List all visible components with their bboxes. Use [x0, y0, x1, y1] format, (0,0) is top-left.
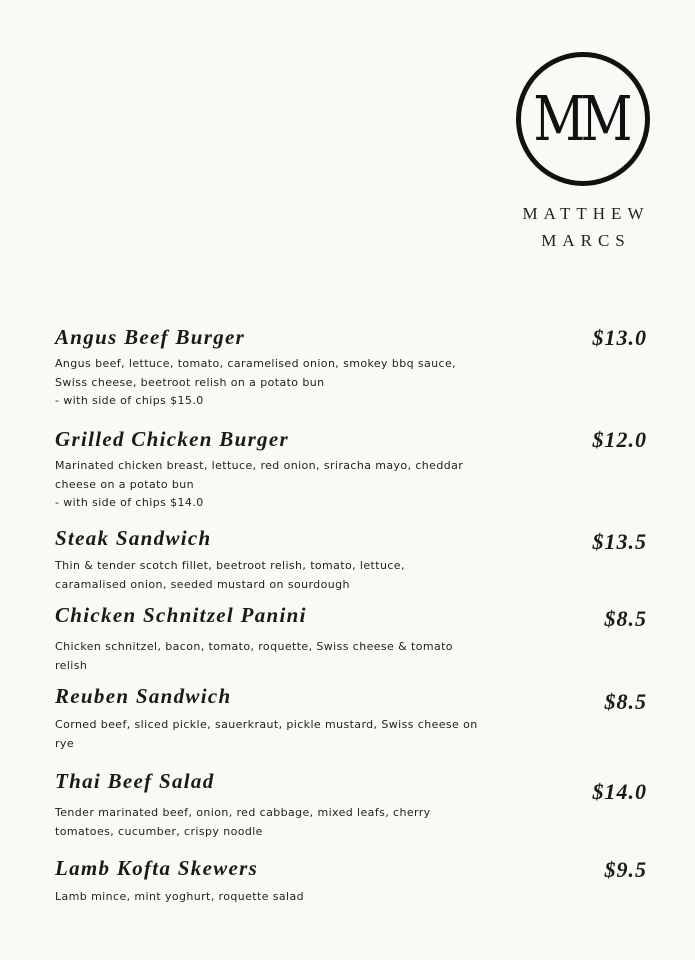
menu-item-description: Chicken schnitzel, bacon, tomato, roquette, Swiss cheese & tomato relish	[55, 640, 453, 672]
logo-monogram-circle	[516, 52, 650, 186]
menu-item-price: $12.0	[592, 427, 647, 452]
menu-item-price: $8.5	[604, 689, 647, 714]
menu-item-description: Angus beef, lettuce, tomato, caramelised onion, smokey bbq sauce, Swiss cheese, beetroot relish on a potato bun - with side of chips $15.0	[55, 357, 457, 407]
menu-item-description: Lamb mince, mint yoghurt, roquette salad	[55, 890, 305, 903]
menu-item-name: Reuben Sandwich	[55, 684, 232, 708]
menu-item-name: Chicken Schnitzel Panini	[55, 603, 307, 627]
menu-item-name: Grilled Chicken Burger	[55, 427, 289, 451]
menu-item-price: $9.5	[604, 857, 647, 882]
menu-item-description: Corned beef, sliced pickle, sauerkraut, pickle mustard, Swiss cheese on rye	[55, 718, 478, 750]
menu-item-description: Marinated chicken breast, lettuce, red onion, sriracha mayo, cheddar cheese on a potato bun - with side of chips $14.0	[55, 459, 464, 509]
menu-item-description: Thin & tender scotch fillet, beetroot relish, tomato, lettuce, caramalised onion, seeded mustard on sourdough	[55, 559, 405, 591]
menu-item-description: Tender marinated beef, onion, red cabbage, mixed leafs, cherry tomatoes, cucumber, crispy noodle	[55, 806, 431, 838]
menu-item-name: Thai Beef Salad	[55, 769, 215, 793]
menu-item-name: Steak Sandwich	[55, 526, 212, 550]
menu-item-name: Angus Beef Burger	[55, 325, 246, 349]
menu-item-price: $14.0	[592, 779, 647, 804]
logo-monogram: MM	[532, 82, 628, 155]
menu-item-price: $8.5	[604, 606, 647, 631]
menu-item-price: $13.0	[592, 325, 647, 350]
menu-item-price: $13.5	[592, 529, 647, 554]
brand-name-line-2: MARCS	[541, 231, 631, 250]
brand-name-line-1: MATTHEW	[522, 204, 650, 223]
menu-item-name: Lamb Kofta Skewers	[55, 856, 259, 880]
